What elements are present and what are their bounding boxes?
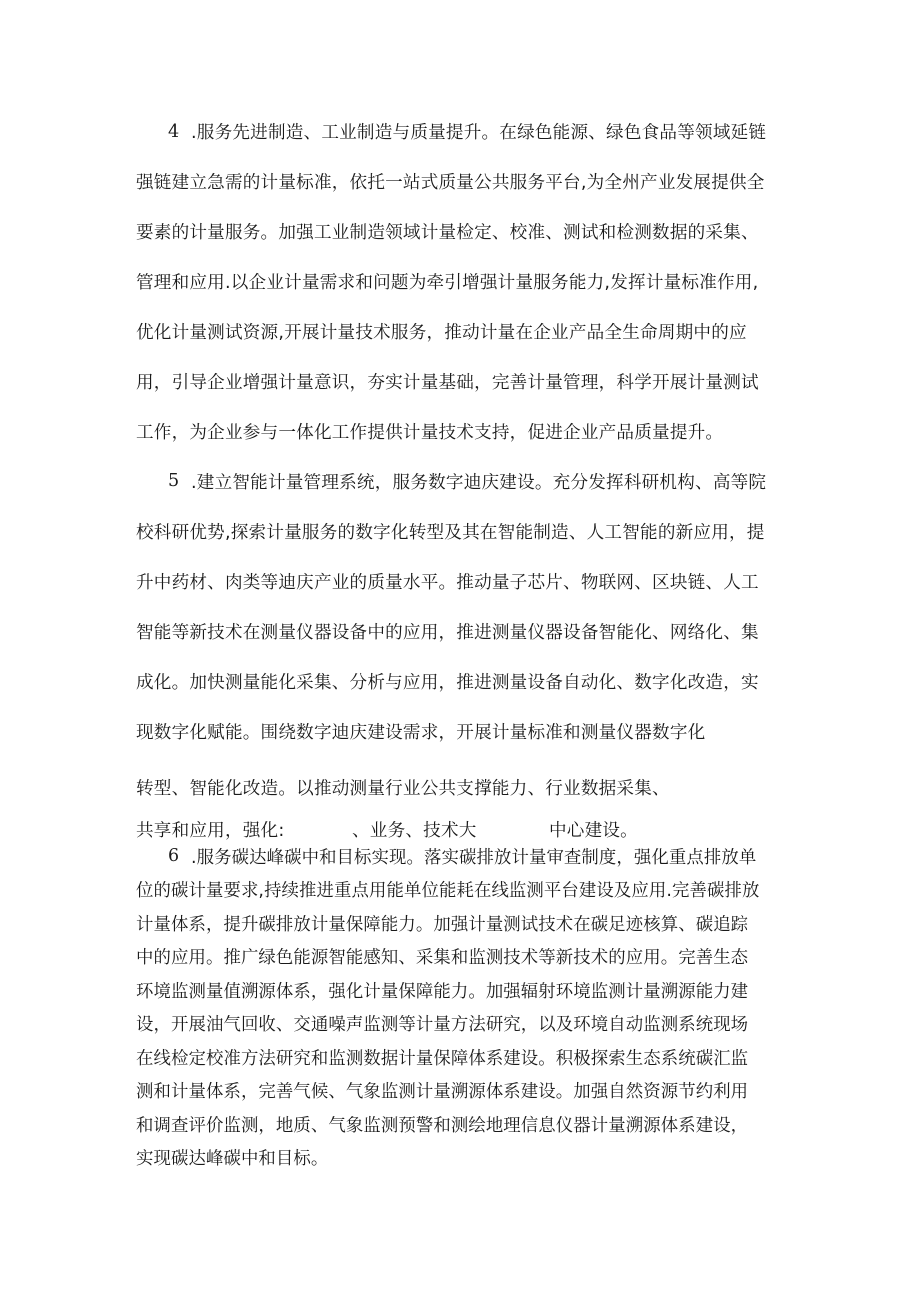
paragraph-5-line-5: 成化。加快测量能化采集、分析与应用，推进测量设备自动化、数字化改造，实 xyxy=(136,673,759,693)
paragraph-4-line-3: 要素的计量服务。加强工业制造领域计量检定、校准、测试和检测数据的采集、 xyxy=(136,223,759,243)
paragraph-6-line-2: 位的碳计量要求,持续推进重点用能单位能耗在线监测平台建设及应用.完善碳排放 xyxy=(136,881,760,901)
paragraph-4-line-1: .服务先进制造、工业制造与质量提升。在绿色能源、绿色食品等领域延链 xyxy=(191,123,767,143)
paragraph-4-line-7: 工作，为企业参与一体化工作提供计量技术支持，促进企业产品质量提升。 xyxy=(136,423,724,443)
paragraph-6-line-6: 设，开展油气回收、交通噪声监测等计量方法研究，以及环境自动监测系统现场 xyxy=(136,1015,749,1035)
paragraph-4-line-4: 管理和应用.以企业计量需求和问题为牵引增强计量服务能力,发挥计量标准作用, xyxy=(136,273,759,293)
paragraph-4-line-6: 用，引导企业增强计量意识，夯实计量基础，完善计量管理，科学开展计量测试 xyxy=(136,373,759,393)
paragraph-6-line-5: 环境监测量值溯源体系，强化计量保障能力。加强辐射环境监测计量溯源能力建 xyxy=(136,982,749,1002)
paragraph-6-line-3: 计量体系，提升碳排放计量保障能力。加强计量测试技术在碳足迹核算、碳追踪 xyxy=(136,915,749,935)
paragraph-5-line-6: 现数字化赋能。围绕数字迪庆建设需求，开展计量标准和测量仪器数字化 xyxy=(136,723,706,743)
paragraph-6-line-4: 中的应用。推广绿色能源智能感知、采集和监测技术等新技术的应用。完善生态 xyxy=(136,948,749,968)
paragraph-5-line-7: 转型、智能化改造。以推动测量行业公共支撑能力、行业数据采集、 xyxy=(136,779,670,799)
paragraph-6-number: 6 xyxy=(168,846,180,866)
paragraph-5-line-4: 智能等新技术在测量仪器设备中的应用，推进测量仪器设备智能化、网络化、集 xyxy=(136,623,759,643)
paragraph-6-line-1: .服务碳达峰碳中和目标实现。落实碳排放计量审查制度，强化重点排放单 xyxy=(191,848,757,868)
paragraph-6-line-8: 测和计量体系，完善气候、气象监测计量溯源体系建设。加强自然资源节约利用 xyxy=(136,1082,749,1102)
paragraph-4-line-2: 强链建立急需的计量标准，依托一站式质量公共服务平台,为全州产业发展提供全 xyxy=(136,173,765,193)
paragraph-4-number: 4 xyxy=(168,122,180,142)
paragraph-6-line-9: 和调查评价监测，地质、气象监测预警和测绘地理信息仪器计量溯源体系建设， xyxy=(136,1116,749,1136)
paragraph-5-line-8a: 共享和应用，强化: xyxy=(136,821,285,841)
paragraph-6-line-7: 在线检定校准方法研究和监测数据计量保障体系建设。积极探索生态系统碳汇监 xyxy=(136,1049,749,1069)
paragraph-4-line-5: 优化计量测试资源,开展计量技术服务，推动计量在企业产品全生命周期中的应 xyxy=(136,323,747,343)
paragraph-5-number: 5 xyxy=(168,471,180,491)
paragraph-6-line-10: 实现碳达峰碳中和目标。 xyxy=(136,1149,329,1169)
paragraph-5-line-2: 校科研优势,探索计量服务的数字化转型及其在智能制造、人工智能的新应用，提 xyxy=(136,523,765,543)
paragraph-5-line-8b: 、业务、技术大 xyxy=(352,821,477,841)
paragraph-5-line-8c: 中心建设。 xyxy=(549,821,638,841)
paragraph-5-line-1: .建立智能计量管理系统，服务数字迪庆建设。充分发挥科研机构、高等院 xyxy=(191,473,767,493)
paragraph-5-line-3: 升中药材、肉类等迪庆产业的质量水平。推动量子芯片、物联网、区块链、人工 xyxy=(136,573,759,593)
